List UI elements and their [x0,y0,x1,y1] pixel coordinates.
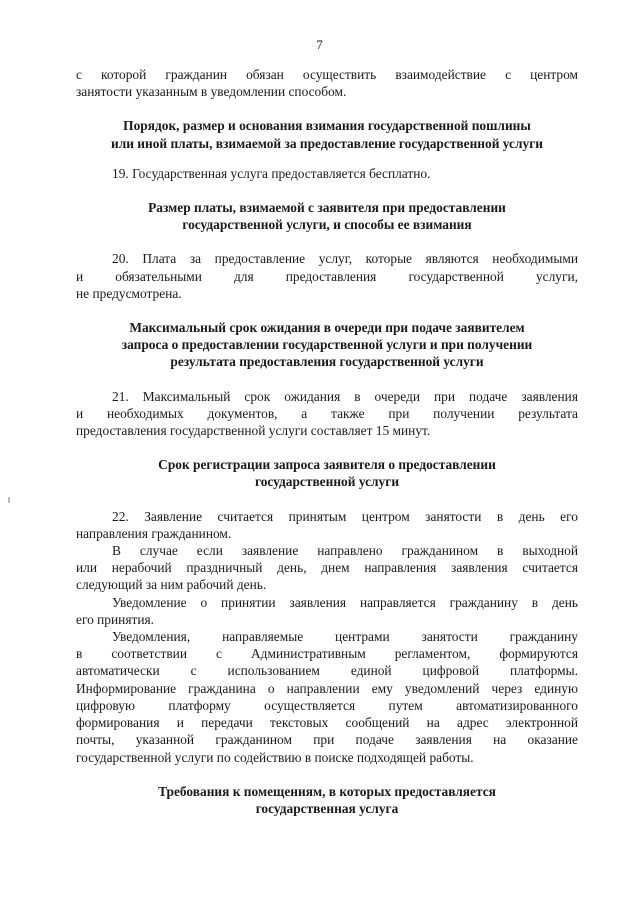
text-line: его принятия. [76,611,155,627]
text-line: 22. Заявление считается принятым центром занятости в день его [112,508,578,524]
text-line: автоматически с использованием единой цифровой платформы. [76,663,578,679]
text-line: формирования и передачи текстовых сообщений на адрес электронной [76,715,578,731]
text-line: предоставления государственной услуги составляет 15 минут. [76,423,431,439]
text-line: следующий за ним рабочий день. [76,577,267,593]
paragraph-21 [76,388,578,440]
heading-line: Максимальный срок ожидания в очереди при подаче заявителем [129,320,525,336]
text-line: занятости указанным в уведомлении способом. [76,84,347,100]
heading-line: запроса о предоставлении государственной услуги и при получении [121,337,533,353]
text-line: государственной услуги по содействию в поиске подходящей работы. [76,749,474,765]
text-line: 21. Максимальный срок ожидания в очереди при подаче заявления [112,388,578,404]
paragraph-continuation [76,66,578,100]
text-line: не предусмотрена. [76,285,182,301]
section-heading-premises [76,783,578,817]
page-number: 7 [316,37,323,52]
text-line: Уведомления, направляемые центрами занятости гражданину [112,629,578,645]
text-line: и необходимых документов, а также при получении результата [76,405,578,421]
text-line: с которой гражданин обязан осуществить взаимодействие с центром [76,67,578,82]
paragraph-20 [76,250,578,302]
margin-mark [8,497,10,503]
section-heading-payment-size [76,199,578,233]
heading-line: результата предоставления государственной услуги [170,354,484,370]
text-line: Уведомление о принятии заявления направляется гражданину в день [112,594,578,610]
heading-line: государственной услуги [254,474,400,490]
text-line: В случае если заявление направлено гражданином в выходной [112,543,578,559]
section-heading-fee [76,117,578,151]
document-body [76,66,578,817]
heading-line: государственной услуги, и способы ее взимания [182,217,472,233]
heading-line: Требования к помещениям, в которых предоставляется [158,783,496,799]
paragraph-19: 19. Государственная услуга предоставляется бесплатно. [112,165,431,181]
text-line: Информирование гражданина о направлении ему уведомлений через единую [76,680,578,696]
heading-line: Срок регистрации запроса заявителя о предоставлении [158,457,496,473]
heading-line: Размер платы, взимаемой с заявителя при предоставлении [148,200,506,216]
text-line: и обязательными для предоставления государственной услуги, [76,268,578,284]
text-line: или нерабочий праздничный день, днем направления заявления считается [76,560,578,576]
paragraph-22 [76,508,578,542]
paragraph-22-notifications [76,628,578,766]
text-line: в соответствии с Административным регламентом, формируются [76,646,578,662]
text-line: цифровую платформу осуществляется путем автоматизированного [76,697,578,713]
section-heading-registration [76,456,578,490]
heading-line: Порядок, размер и основания взимания государственной пошлины [123,118,531,134]
section-heading-queue-time [76,319,578,371]
heading-line: или иной платы, взимаемой за предоставление государственной услуги [110,135,543,151]
paragraph-22-notice [76,594,578,628]
heading-line: государственная услуга [255,800,399,816]
text-line: направления гражданином. [76,525,232,541]
text-line: 20. Плата за предоставление услуг, которые являются необходимыми [112,251,578,267]
text-line: почты, указанной гражданином при подаче заявления на оказание [76,732,578,748]
paragraph-22-weekend [76,542,578,594]
